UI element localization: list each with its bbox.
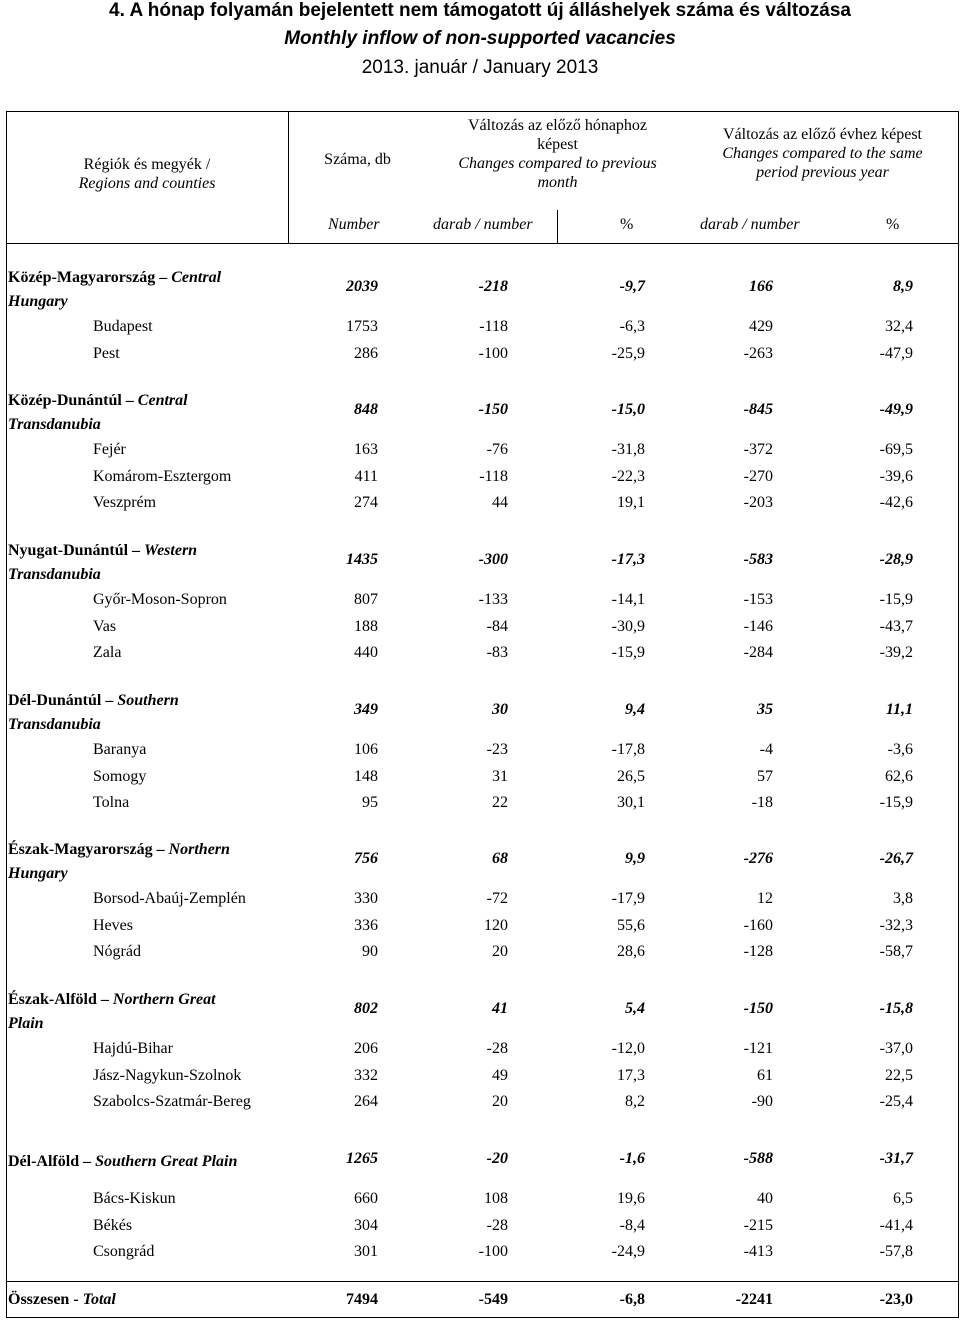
region-value: -150 [478, 401, 508, 418]
county-value: -39,6 [879, 467, 913, 485]
county-name: Pest [93, 344, 120, 362]
county-value: 22,5 [885, 1066, 913, 1084]
county-value: 17,3 [617, 1066, 645, 1084]
county-value: 163 [354, 441, 378, 458]
county-value: 20 [492, 1093, 508, 1110]
county-value: 304 [354, 1216, 378, 1234]
region-value: -218 [478, 278, 508, 295]
county-value: 440 [354, 644, 378, 661]
county-value: -4 [759, 741, 773, 758]
region-value: -150 [743, 1000, 773, 1017]
region-value: 8,9 [893, 278, 913, 295]
region-name-en: Southern [117, 692, 179, 709]
header-change-year-en2: period previous year [756, 164, 889, 181]
county-value: -41,4 [879, 1216, 913, 1234]
county-value: -100 [478, 1243, 508, 1260]
region-name-en: Western [144, 542, 198, 559]
county-value: -37,0 [879, 1040, 913, 1057]
region-value: -15,8 [879, 1000, 913, 1017]
county-value: -284 [743, 644, 773, 661]
region-name-hu: Közép-Dunántúl – [8, 392, 138, 409]
total-label-en: Total [82, 1291, 116, 1308]
region-value: -15,0 [611, 401, 645, 418]
county-value: 411 [354, 467, 378, 485]
county-name: Veszprém [93, 494, 157, 511]
county-value: 188 [354, 617, 378, 635]
county-name: Borsod-Abaúj-Zemplén [93, 890, 246, 907]
county-value: 1753 [346, 318, 378, 335]
period-text: 2013. január / January 2013 [361, 57, 599, 78]
county-value: -57,8 [879, 1243, 913, 1260]
county-value: -6,3 [619, 318, 645, 335]
county-value: 807 [354, 591, 378, 608]
county-value: 429 [749, 318, 773, 335]
region-value: 11,1 [885, 701, 913, 718]
county-value: 62,6 [885, 767, 913, 785]
region-name-en: Northern [168, 841, 230, 858]
region-value: -31,7 [879, 1150, 913, 1167]
county-value: 120 [484, 916, 508, 934]
region-name [8, 266, 283, 314]
county-value: -203 [743, 494, 773, 511]
county-value: 286 [354, 344, 378, 362]
county-value: -146 [743, 617, 773, 635]
county-value: -17,8 [611, 741, 645, 758]
county-value: -18 [751, 794, 773, 811]
region-name-en: Northern Great [112, 991, 216, 1008]
total-value: -6,8 [619, 1291, 645, 1308]
region-value: 5,4 [625, 1000, 645, 1017]
county-value: 30,1 [617, 794, 645, 811]
region-value: 166 [749, 278, 773, 295]
header-regions-en: Regions and counties [78, 175, 216, 192]
county-value: -76 [486, 441, 508, 458]
county-value: 274 [354, 494, 378, 511]
county-value: 44 [492, 494, 508, 511]
region-name [8, 1150, 283, 1174]
page-title: 4. A hónap folyamán bejelentett nem támogatott új álláshelyek száma és változása [109, 0, 851, 21]
region-value: 1265 [346, 1150, 378, 1167]
region-value: 68 [492, 850, 508, 867]
page-period [0, 57, 960, 79]
county-value: 32,4 [885, 318, 913, 335]
region-name-hu: Észak-Magyarország – [8, 841, 169, 858]
county-value: -270 [743, 467, 773, 485]
county-value: -3,6 [887, 741, 913, 758]
county-value: -133 [478, 591, 508, 608]
region-value: 848 [354, 401, 378, 418]
region-name-en: Central [137, 392, 188, 409]
county-value: 660 [354, 1190, 378, 1207]
county-value: 28,6 [617, 943, 645, 960]
region-name-en-line2: Hungary [8, 293, 68, 310]
county-value: 6,5 [893, 1190, 913, 1207]
county-value: -24,9 [611, 1243, 645, 1260]
total-value: 7494 [346, 1291, 378, 1308]
region-value: 756 [354, 850, 378, 867]
sub-header-number: Number [328, 216, 380, 233]
county-value: -72 [486, 890, 508, 907]
header-change-month-en2: month [537, 174, 578, 191]
county-value: -121 [743, 1040, 773, 1057]
county-value: 106 [354, 741, 378, 758]
sub-header-pct-month: % [620, 216, 634, 233]
header-regions-hu: Régiók és megyék / [83, 156, 211, 173]
region-name [8, 389, 283, 437]
county-name: Fejér [93, 441, 126, 458]
total-value: -549 [478, 1291, 508, 1308]
county-value: -25,9 [611, 344, 645, 362]
county-value: 31 [492, 767, 508, 785]
county-value: -153 [743, 591, 773, 608]
header-change-year-hu: Változás az előző évhez képest [722, 126, 922, 143]
region-value: -20 [486, 1150, 508, 1167]
county-name: Békés [93, 1216, 133, 1234]
county-value: -28 [486, 1040, 508, 1057]
county-name: Tolna [93, 794, 130, 811]
county-value: 61 [757, 1066, 773, 1084]
county-value: 206 [354, 1040, 378, 1057]
sub-header-darab-year: darab / number [700, 216, 800, 233]
header-change-month-hu2: képest [537, 136, 578, 153]
county-value: -15,9 [879, 591, 913, 608]
county-value: -17,9 [611, 890, 645, 907]
county-value: -47,9 [879, 344, 913, 362]
region-name-hu: Észak-Alföld – [8, 991, 113, 1008]
county-value: 26,5 [617, 767, 645, 785]
region-name-hu: Dél-Alföld – [8, 1153, 96, 1170]
county-value: 95 [362, 794, 378, 811]
county-value: -43,7 [879, 617, 913, 635]
region-value: -588 [743, 1150, 773, 1167]
region-value: 30 [492, 701, 508, 718]
region-value: -28,9 [879, 551, 913, 568]
region-value: -1,6 [619, 1150, 645, 1167]
county-value: -15,9 [611, 644, 645, 661]
header-change-month-hu: Változás az előző hónaphoz [467, 117, 648, 134]
region-name-hu: Dél-Dunántúl – [8, 692, 118, 709]
county-name: Csongrád [93, 1243, 155, 1260]
county-value: -160 [743, 916, 773, 934]
county-name: Győr-Moson-Sopron [93, 591, 227, 608]
county-value: -58,7 [879, 943, 913, 960]
county-value: -42,6 [879, 494, 913, 511]
county-value: 55,6 [617, 916, 645, 934]
county-value: 8,2 [625, 1093, 645, 1110]
region-name [8, 539, 283, 587]
county-value: -22,3 [611, 467, 645, 485]
county-value: 19,1 [617, 494, 645, 511]
header-divider [557, 210, 558, 244]
county-value: 332 [354, 1066, 378, 1084]
county-value: -84 [486, 617, 508, 635]
county-name: Vas [93, 617, 117, 635]
region-value: -583 [743, 551, 773, 568]
county-value: 12 [757, 890, 773, 907]
county-name: Budapest [93, 318, 153, 335]
county-value: 22 [492, 794, 508, 811]
county-value: 49 [492, 1066, 508, 1084]
region-name-hu: Nyugat-Dunántúl – [8, 542, 145, 559]
county-value: -100 [478, 344, 508, 362]
county-value: -263 [743, 344, 773, 362]
region-value: 1435 [346, 551, 378, 568]
region-value: -17,3 [611, 551, 645, 568]
region-name-en: Southern Great Plain [95, 1153, 238, 1170]
header-change-month-en: Changes compared to previous [458, 155, 657, 172]
total-label-hu: Összesen - [8, 1291, 79, 1308]
region-value: -26,7 [879, 850, 913, 867]
county-value: -128 [743, 943, 773, 960]
region-value: -276 [743, 850, 773, 867]
county-name: Hajdú-Bihar [93, 1040, 173, 1057]
region-name [8, 988, 283, 1036]
county-value: -90 [751, 1093, 773, 1110]
county-value: 3,8 [893, 890, 913, 907]
header-change-year [690, 125, 955, 182]
county-value: 264 [354, 1093, 378, 1110]
region-value: -49,9 [879, 401, 913, 418]
header-regions [6, 155, 288, 193]
county-name: Zala [93, 644, 122, 661]
county-value: -15,9 [879, 794, 913, 811]
county-value: -28 [486, 1216, 508, 1234]
county-value: 40 [757, 1190, 773, 1207]
region-name-en: Central [171, 269, 222, 286]
county-value: 148 [354, 767, 378, 785]
county-value: 90 [362, 943, 378, 960]
region-value: 349 [354, 701, 378, 718]
region-name-en-line2: Transdanubia [8, 566, 101, 583]
county-name: Heves [93, 916, 133, 934]
header-change-year-en: Changes compared to the same [722, 145, 923, 162]
county-value: -31,8 [611, 441, 645, 458]
county-value: -39,2 [879, 644, 913, 661]
county-value: 20 [492, 943, 508, 960]
region-name-hu: Közép-Magyarország – [8, 269, 172, 286]
region-value: 41 [492, 1000, 508, 1017]
county-value: 301 [354, 1243, 378, 1260]
region-value: 35 [757, 701, 773, 718]
total-divider [6, 1281, 959, 1282]
header-divider [288, 111, 289, 244]
sub-header-pct-year: % [886, 216, 900, 233]
total-value: -2241 [735, 1291, 773, 1308]
table-right-border [958, 244, 959, 1318]
county-value: -23 [486, 741, 508, 758]
county-value: -14,1 [611, 591, 645, 608]
region-name [8, 838, 283, 886]
county-name: Nógrád [93, 943, 141, 960]
county-value: 19,6 [617, 1190, 645, 1207]
region-name-en-line2: Transdanubia [8, 416, 101, 433]
region-name-en-line2: Transdanubia [8, 716, 101, 733]
table-left-border [6, 244, 7, 1318]
county-name: Somogy [93, 767, 147, 785]
region-name-en-line2: Plain [8, 1015, 44, 1032]
region-value: 802 [354, 1000, 378, 1017]
region-value: -9,7 [619, 278, 645, 295]
header-change-month [425, 116, 690, 192]
county-value: -118 [479, 467, 508, 485]
county-value: -32,3 [879, 916, 913, 934]
county-value: -118 [479, 318, 508, 335]
county-value: -69,5 [879, 441, 913, 458]
county-value: 336 [354, 916, 378, 934]
sub-header-darab-month: darab / number [433, 216, 533, 233]
table-bottom-border [6, 1317, 959, 1318]
county-value: -8,4 [619, 1216, 645, 1234]
region-value: -300 [478, 551, 508, 568]
county-name: Baranya [93, 741, 147, 758]
county-name: Szabolcs-Szatmár-Bereg [93, 1093, 251, 1110]
header-number: Száma, db [324, 151, 391, 168]
region-value: 2039 [346, 278, 378, 295]
county-value: -83 [486, 644, 508, 661]
county-value: -12,0 [611, 1040, 645, 1057]
county-value: -30,9 [611, 617, 645, 635]
county-value: -25,4 [879, 1093, 913, 1110]
county-name: Jász-Nagykun-Szolnok [93, 1066, 242, 1084]
county-value: 57 [757, 767, 773, 785]
county-value: 108 [484, 1190, 508, 1207]
county-value: 330 [354, 890, 378, 907]
page-subtitle: Monthly inflow of non-supported vacancies [284, 28, 676, 49]
county-name: Bács-Kiskun [93, 1190, 176, 1207]
county-value: -372 [743, 441, 773, 458]
region-value: -845 [743, 401, 773, 418]
region-name-en-line2: Hungary [8, 865, 68, 882]
county-name: Komárom-Esztergom [93, 467, 232, 485]
region-value: 9,4 [625, 701, 645, 718]
region-value: 9,9 [625, 850, 645, 867]
county-value: -413 [743, 1243, 773, 1260]
total-label [8, 1291, 116, 1309]
region-name [8, 689, 283, 737]
county-value: -215 [743, 1216, 773, 1234]
total-value: -23,0 [879, 1291, 913, 1308]
